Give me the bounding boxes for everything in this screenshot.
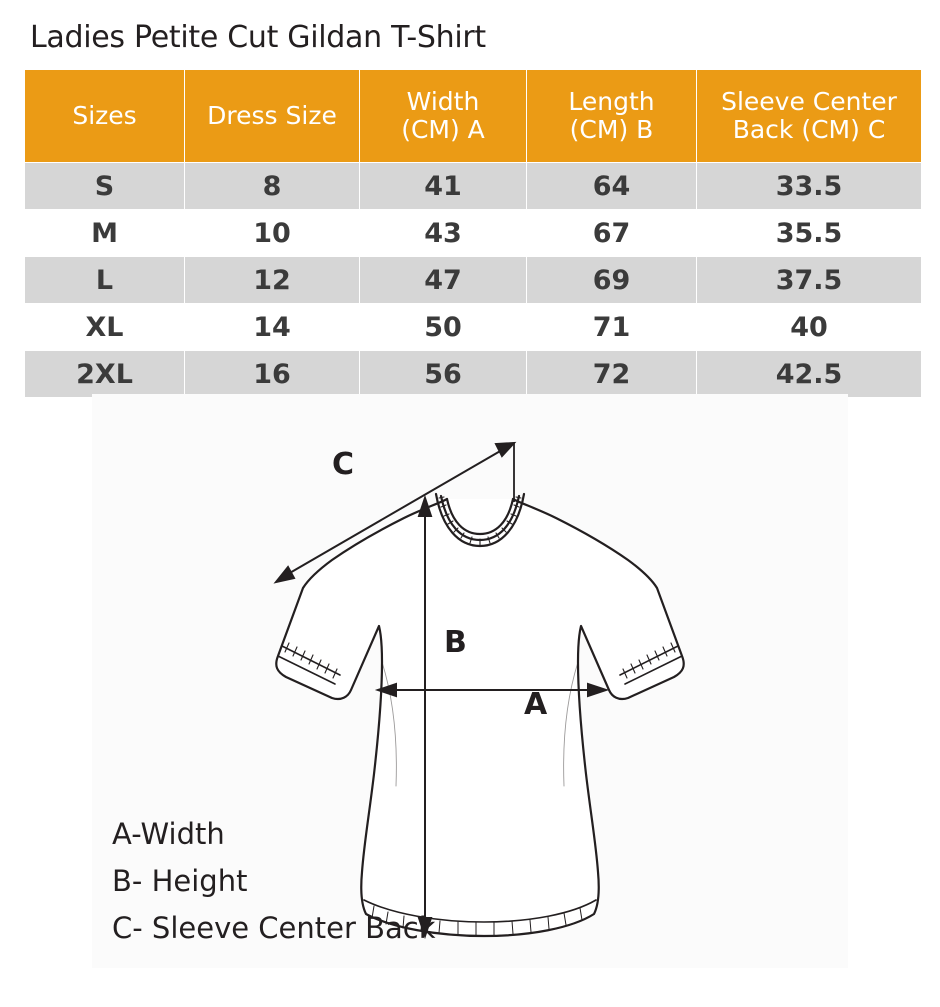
column-header-length-line1: Length [568,87,655,116]
table-row [25,257,922,304]
legend-item-a: A-Width [112,817,225,852]
cell-dress-size: 10 [185,210,360,257]
cell-length: 69 [527,257,697,304]
cell-width: 56 [360,351,527,398]
cell-dress-size: 8 [185,163,360,210]
cell-sleeve: 33.5 [697,163,922,210]
column-header-sleeve-line1: Sleeve Center [721,87,897,116]
tshirt-measurement-diagram [92,394,848,968]
column-header-sizes-line1: Sizes [72,101,137,130]
column-header-dress-size-line1: Dress Size [207,101,337,130]
column-header-sleeve-line2: Back (CM) C [732,115,886,144]
page-title: Ladies Petite Cut Gildan T-Shirt [30,20,486,55]
label-a: A [524,687,548,722]
cell-size: L [25,257,185,304]
cell-size: XL [25,304,185,351]
cell-length: 71 [527,304,697,351]
cell-length: 67 [527,210,697,257]
cell-dress-size: 14 [185,304,360,351]
cell-sleeve: 37.5 [697,257,922,304]
column-header-width-line1: Width [406,87,480,116]
label-b: B [444,625,467,660]
table-row [25,304,922,351]
column-header-width [360,70,527,163]
cell-width: 41 [360,163,527,210]
column-header-sleeve [697,70,922,163]
cell-size: M [25,210,185,257]
diagram-legend [112,811,436,952]
cell-dress-size: 16 [185,351,360,398]
legend-item-c: C- Sleeve Center Back [112,911,436,946]
table-header-row [25,70,922,163]
cell-dress-size: 12 [185,257,360,304]
column-header-sizes [25,70,185,163]
table-row [25,163,922,210]
cell-length: 64 [527,163,697,210]
table-row [25,210,922,257]
cell-sleeve: 35.5 [697,210,922,257]
table-row [25,351,922,398]
cell-width: 50 [360,304,527,351]
column-header-length [527,70,697,163]
cell-width: 47 [360,257,527,304]
label-c: C [332,447,355,482]
size-chart-table [24,69,922,398]
column-header-width-line2: (CM) A [401,115,485,144]
cell-size: S [25,163,185,210]
column-header-dress-size [185,70,360,163]
legend-item-b: B- Height [112,864,248,899]
column-header-length-line2: (CM) B [569,115,654,144]
cell-width: 43 [360,210,527,257]
cell-sleeve: 42.5 [697,351,922,398]
cell-size: 2XL [25,351,185,398]
cell-sleeve: 40 [697,304,922,351]
cell-length: 72 [527,351,697,398]
